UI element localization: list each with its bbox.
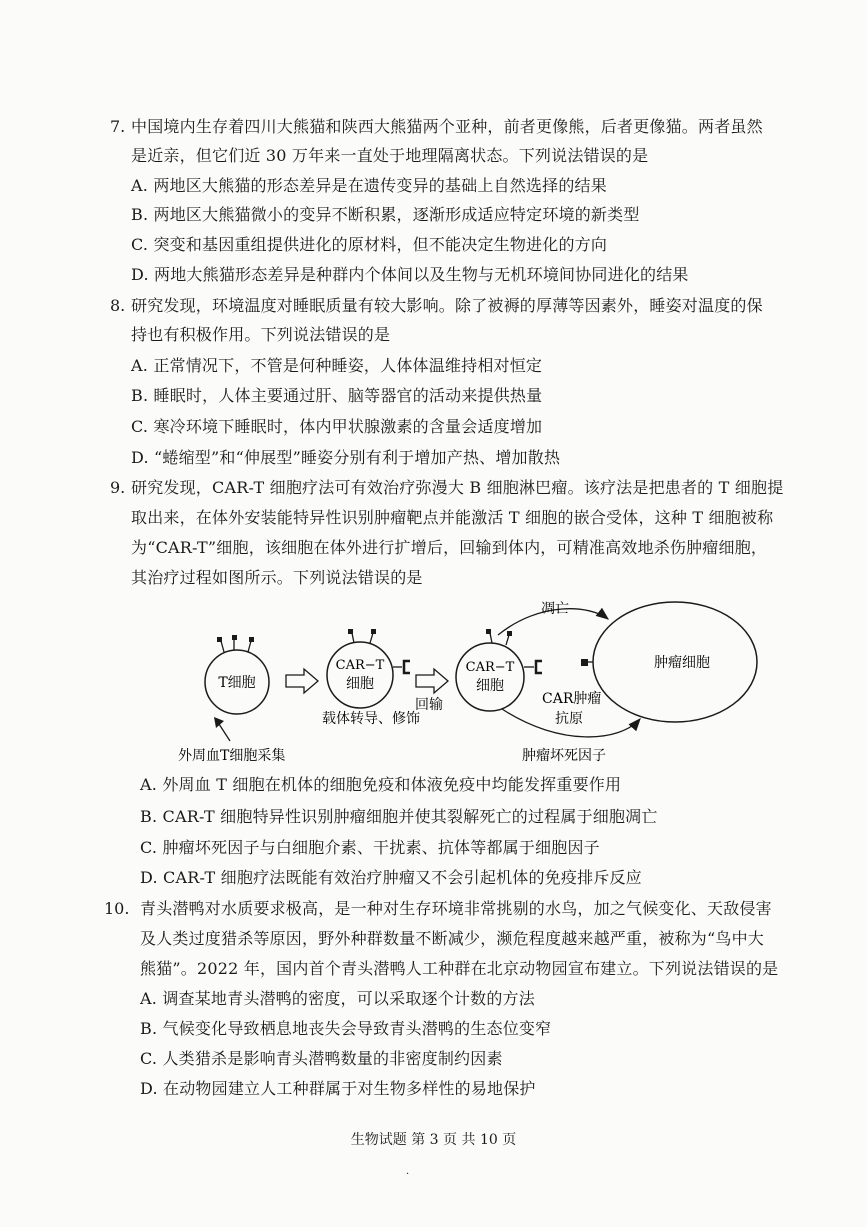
option-c: C. 肿瘤坏死因子与白细胞介素、干扰素、抗体等都属于细胞因子 [140,838,600,857]
question-stem-line: 研究发现，CAR-T 细胞疗法可有效治疗弥漫大 B 细胞淋巴瘤。该疗法是把患者的 T 细胞提 [131,478,784,497]
antigen-label: CAR肿瘤 [542,691,602,707]
tumor-cell [581,602,757,722]
option-b: B. 睡眠时，人体主要通过肝、脑等器官的活动来提供热量 [131,386,543,405]
car-t-cell [456,629,542,711]
car-t-label: 细胞 [346,676,374,692]
question-stem-line: 青头潜鸭对水质要求极高，是一种对生存环境非常挑剔的水鸟，加之气候变化、天敌侵害 [140,899,772,918]
tnf-label: 肿瘤坏死因子 [522,748,606,764]
option-c: C. 寒冷环境下睡眠时，体内甲状腺激素的含量会适度增加 [131,417,543,436]
option-d: D. “蜷缩型”和“伸展型”睡姿分别有利于增加产热、增加散热 [131,448,561,467]
question-stem-line: 为“CAR-T”细胞，该细胞在体外进行扩增后，回输到体内，可精准高效地杀伤肿瘤细胞， [131,538,768,557]
option-a: A. 两地区大熊猫的形态差异是在遗传变异的基础上自然选择的结果 [131,176,607,195]
process-arrow-icon [286,669,318,693]
option-c: C. 人类猎杀是影响青头潜鸭数量的非密度制约因素 [140,1049,503,1068]
t-cell-label: T细胞 [218,675,256,691]
question-stem-line: 持也有积极作用。下列说法错误的是 [131,325,391,344]
collection-arrow-icon [214,717,230,741]
option-a: A. 正常情况下，不管是何种睡姿，人体体温维持相对恒定 [131,356,543,375]
option-d: D. 两地大熊猫形态差异是种群内个体间以及生物与无机环境间协同进化的结果 [131,265,689,284]
car-t-label: 细胞 [476,678,504,694]
car-t-cell [327,629,410,708]
question-stem-line: 中国境内生存着四川大熊猫和陕西大熊猫两个亚种，前者更像熊，后者更像猫。两者虽然 [131,117,763,136]
option-c: C. 突变和基因重组提供进化的原材料，但不能决定生物进化的方向 [131,235,608,254]
car-t-therapy-diagram [150,597,770,772]
question-number: 8. [110,296,126,315]
car-t-label: CAR−T [465,660,515,675]
option-a: A. 调查某地青头潜鸭的密度，可以采取逐个计数的方法 [140,989,535,1008]
reinfuse-label: 回输 [415,697,443,713]
question-number: 7. [110,117,126,136]
option-b: B. 两地区大熊猫微小的变异不断积累，逐渐形成适应特定环境的新类型 [131,205,640,224]
option-b: B. CAR-T 细胞特异性识别肿瘤细胞并使其裂解死亡的过程属于细胞凋亡 [140,807,658,826]
footer-dot: . [406,1166,410,1177]
tumor-cell-label: 肿瘤细胞 [654,655,710,671]
question-stem-line: 熊猫”。2022 年，国内首个青头潜鸭人工种群在北京动物园宣布建立。下列说法错误的是 [140,959,779,978]
question-stem-line: 取出来，在体外安装能特异性识别肿瘤靶点并能激活 T 细胞的嵌合受体，这种 T 细胞被称 [131,508,774,527]
apoptosis-label: 凋亡 [541,601,569,617]
question-stem-line: 研究发现，环境温度对睡眠质量有较大影响。除了被褥的厚薄等因素外，睡姿对温度的保 [131,296,763,315]
antigen-label: 抗原 [555,711,583,727]
question-stem-line: 其治疗过程如图所示。下列说法错误的是 [131,568,423,587]
question-stem-line: 是近亲，但它们近 30 万年来一直处于地理隔离状态。下列说法错误的是 [131,146,649,165]
option-d: D. 在动物园建立人工种群属于对生物多样性的易地保护 [140,1079,536,1098]
t-cell [205,635,269,714]
question-stem-line: 及人类过度猎杀等原因，野外种群数量不断减少，濒危程度越来越严重，被称为“鸟中大 [140,929,764,948]
question-number: 10. [104,899,130,918]
page-footer: 生物试题 第 3 页 共 10 页 [350,1132,517,1148]
process-arrow-icon [416,669,448,693]
car-t-label: CAR−T [335,658,385,673]
vector-label: 载体转导、修饰 [322,711,420,727]
question-number: 9. [110,478,126,497]
option-d: D. CAR-T 细胞疗法既能有效治疗肿瘤又不会引起机体的免疫排斥反应 [140,868,642,887]
option-a: A. 外周血 T 细胞在机体的细胞免疫和体液免疫中均能发挥重要作用 [140,775,622,794]
option-b: B. 气候变化导致栖息地丧失会导致青头潜鸭的生态位变窄 [140,1019,552,1038]
collection-label: 外周血T细胞采集 [178,748,286,764]
